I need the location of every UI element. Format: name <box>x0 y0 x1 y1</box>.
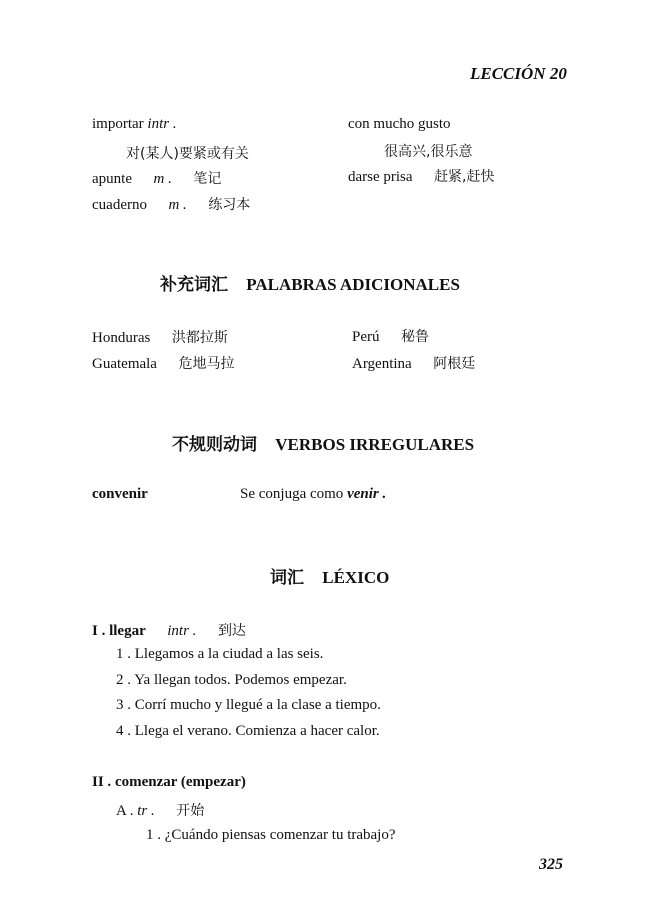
heading-cn: 不规则动词 <box>172 435 257 455</box>
country-guatemala <box>92 353 234 373</box>
example-sentence <box>116 697 381 714</box>
country-es: Perú <box>352 329 380 345</box>
entry-cn: 到达 <box>217 623 246 639</box>
example-sentence <box>116 723 380 740</box>
entry-word: llegar <box>109 623 146 639</box>
country-peru <box>352 326 429 346</box>
country-honduras <box>92 327 228 347</box>
lesson-header: LECCIÓN 20 <box>470 64 567 83</box>
vocab-pos: m . <box>153 171 172 187</box>
entry-number: I . <box>92 623 106 639</box>
example-number: 2 . <box>116 672 131 688</box>
example-sentence <box>116 646 323 663</box>
example-text: Ya llegan todos. Podemos empezar. <box>134 672 347 688</box>
entry-pos: intr . <box>167 623 197 639</box>
country-es: Honduras <box>92 330 151 346</box>
heading-verbos-irregulares <box>172 430 474 455</box>
vocab-importar-cn: 对(某人)要紧或有关 <box>126 146 249 162</box>
country-cn: 阿根廷 <box>433 356 476 372</box>
lexico-subentry-a <box>116 800 204 820</box>
vocab-apunte <box>92 168 221 188</box>
vocab-cuaderno <box>92 194 250 214</box>
example-number: 3 . <box>116 697 131 713</box>
heading-cn: 词汇 <box>270 568 304 588</box>
vocab-cn: 练习本 <box>208 197 251 213</box>
vocab-con-mucho-gusto: con mucho gusto <box>348 116 451 132</box>
verb-conjugation-note <box>240 486 386 503</box>
heading-lexico <box>270 563 389 588</box>
heading-es: LÉXICO <box>322 568 390 587</box>
country-argentina <box>352 353 475 373</box>
heading-cn: 补充词汇 <box>160 275 228 295</box>
vocab-con-mucho-gusto-cn: 很高兴,很乐意 <box>384 144 473 160</box>
note-verb: venir . <box>347 486 387 502</box>
vocab-cn: 笔记 <box>193 171 222 187</box>
country-cn: 洪都拉斯 <box>171 330 228 346</box>
heading-es: VERBOS IRREGULARES <box>275 435 475 454</box>
example-number: 1 . <box>116 646 131 662</box>
vocab-pos: intr . <box>147 116 177 132</box>
example-text: Llegamos a la ciudad a las seis. <box>134 646 324 662</box>
vocab-darse-prisa <box>348 166 495 186</box>
heading-palabras-adicionales <box>160 270 460 295</box>
page-number: 325 <box>539 856 563 873</box>
subentry-letter: A . <box>116 803 134 819</box>
vocab-cn: 赶紧,赶快 <box>434 169 495 185</box>
country-cn: 秘鲁 <box>401 329 429 345</box>
vocab-importar <box>92 116 177 133</box>
lexico-entry-llegar <box>92 620 246 640</box>
heading-es: PALABRAS ADICIONALES <box>246 275 460 294</box>
country-cn: 危地马拉 <box>178 356 235 372</box>
verb-convenir: convenir <box>92 486 148 502</box>
example-text: Llega el verano. Comienza a hacer calor. <box>134 723 380 739</box>
example-number: 1 . <box>146 827 161 843</box>
vocab-word: importar <box>92 116 144 132</box>
example-sentence <box>116 672 347 689</box>
note-prefix: Se conjuga como <box>240 486 344 502</box>
subentry-cn: 开始 <box>176 803 205 819</box>
example-sentence <box>146 827 396 844</box>
example-number: 4 . <box>116 723 131 739</box>
entry-number: II . <box>92 774 112 790</box>
vocab-word: darse prisa <box>348 169 413 185</box>
entry-word: comenzar (empezar) <box>114 774 246 790</box>
example-text: ¿Cuándo piensas comenzar tu trabajo? <box>164 827 396 843</box>
vocab-pos: m . <box>168 197 187 213</box>
country-es: Argentina <box>352 356 412 372</box>
country-es: Guatemala <box>92 356 157 372</box>
vocab-word: cuaderno <box>92 197 147 213</box>
lexico-entry-comenzar <box>92 774 246 791</box>
vocab-word: apunte <box>92 171 132 187</box>
subentry-pos: tr . <box>137 803 155 819</box>
example-text: Corrí mucho y llegué a la clase a tiempo. <box>134 697 381 713</box>
